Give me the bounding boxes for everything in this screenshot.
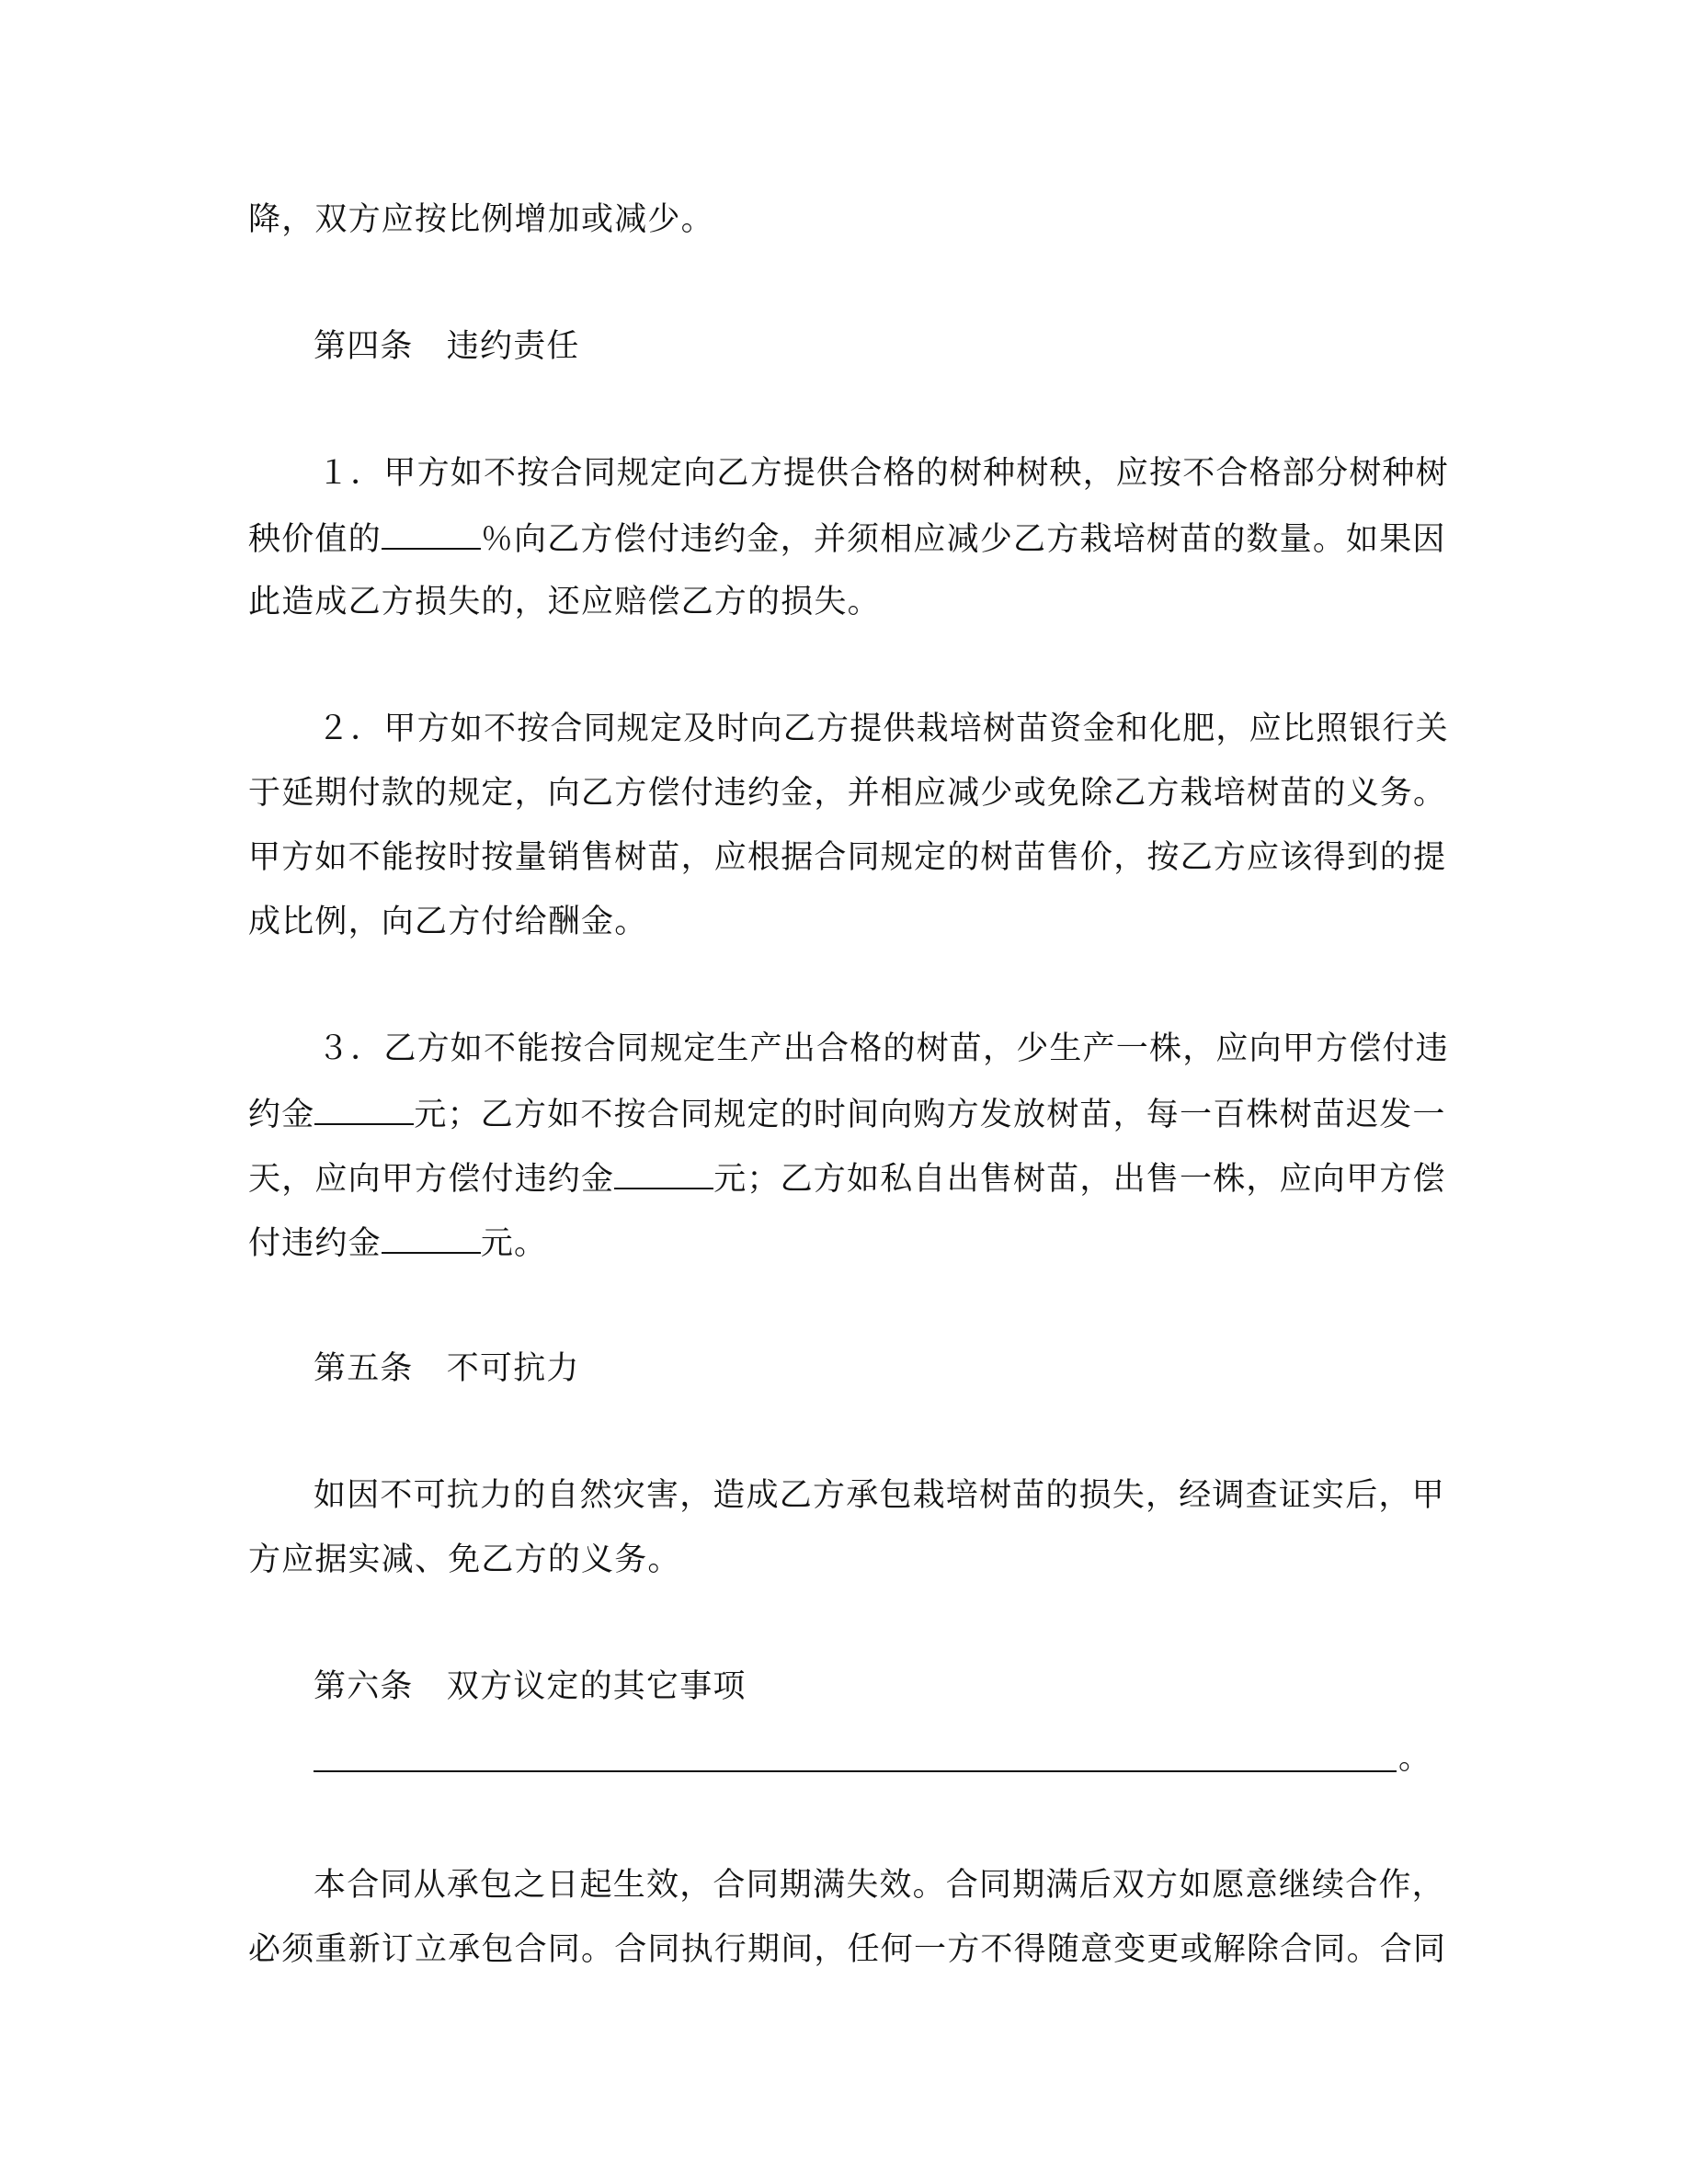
fill-in-blank-long bbox=[314, 1770, 1397, 1772]
paragraph-line: 降，双方应按比例增加或减少。 bbox=[248, 201, 714, 238]
fill-in-blank bbox=[382, 1226, 481, 1254]
text-segment: 元；乙方如不按合同规定的时间向购方发放树苗，每一百株树苗迟发一 bbox=[414, 1097, 1446, 1133]
section-heading-article-5: 第五条 不可抗力 bbox=[314, 1350, 580, 1387]
paragraph-line: ２．甲方如不按合同规定及时向乙方提供栽培树苗资金和化肥，应比照银行关 bbox=[317, 711, 1449, 747]
paragraph-line bbox=[248, 1226, 547, 1260]
text-segment: 天，应向甲方偿付违约金 bbox=[248, 1161, 615, 1198]
paragraph-line bbox=[248, 522, 1446, 556]
text-segment: 元。 bbox=[480, 1225, 548, 1262]
paragraph-line: １．甲方如不按合同规定向乙方提供合格的树种树秧，应按不合格部分树种树 bbox=[317, 455, 1449, 492]
paragraph-line: 必须重新订立承包合同。合同执行期间，任何一方不得随意变更或解除合同。合同 bbox=[248, 1931, 1447, 1968]
section-heading-article-6: 第六条 双方议定的其它事项 bbox=[314, 1668, 747, 1705]
paragraph-line: 成比例，向乙方付给酬金。 bbox=[248, 904, 648, 940]
text-segment: ％向乙方偿付违约金，并须相应减少乙方栽培树苗的数量。如果因 bbox=[480, 521, 1446, 558]
text-segment: 元；乙方如私自出售树苗，出售一株，应向甲方偿 bbox=[713, 1161, 1446, 1198]
paragraph-line: 本合同从承包之日起生效，合同期满失效。合同期满后双方如愿意继续合作， bbox=[314, 1867, 1445, 1904]
fill-in-blank bbox=[614, 1162, 713, 1189]
text-segment: 秧价值的 bbox=[248, 521, 382, 558]
fill-in-blank bbox=[382, 522, 481, 550]
text-segment: 付违约金 bbox=[248, 1225, 382, 1262]
text-segment: 约金 bbox=[248, 1097, 315, 1133]
paragraph-line: ３．乙方如不能按合同规定生产出合格的树苗，少生产一株，应向甲方偿付违 bbox=[317, 1030, 1449, 1067]
section-heading-article-4: 第四条 违约责任 bbox=[314, 328, 580, 365]
paragraph-line: 甲方如不能按时按量销售树苗，应根据合同规定的树苗售价，按乙方应该得到的提 bbox=[248, 839, 1447, 876]
paragraph-line: 于延期付款的规定，向乙方偿付违约金，并相应减少或免除乙方栽培树苗的义务。 bbox=[248, 775, 1447, 812]
paragraph-line: 此造成乙方损失的，还应赔偿乙方的损失。 bbox=[248, 584, 881, 620]
fill-in-blank bbox=[314, 1098, 414, 1125]
sentence-period: 。 bbox=[1398, 1740, 1432, 1777]
paragraph-line bbox=[248, 1098, 1446, 1132]
paragraph-line bbox=[248, 1162, 1446, 1196]
paragraph-line: 方应据实减、免乙方的义务。 bbox=[248, 1541, 681, 1578]
paragraph-line: 如因不可抗力的自然灾害，造成乙方承包栽培树苗的损失，经调查证实后，甲 bbox=[314, 1477, 1445, 1514]
